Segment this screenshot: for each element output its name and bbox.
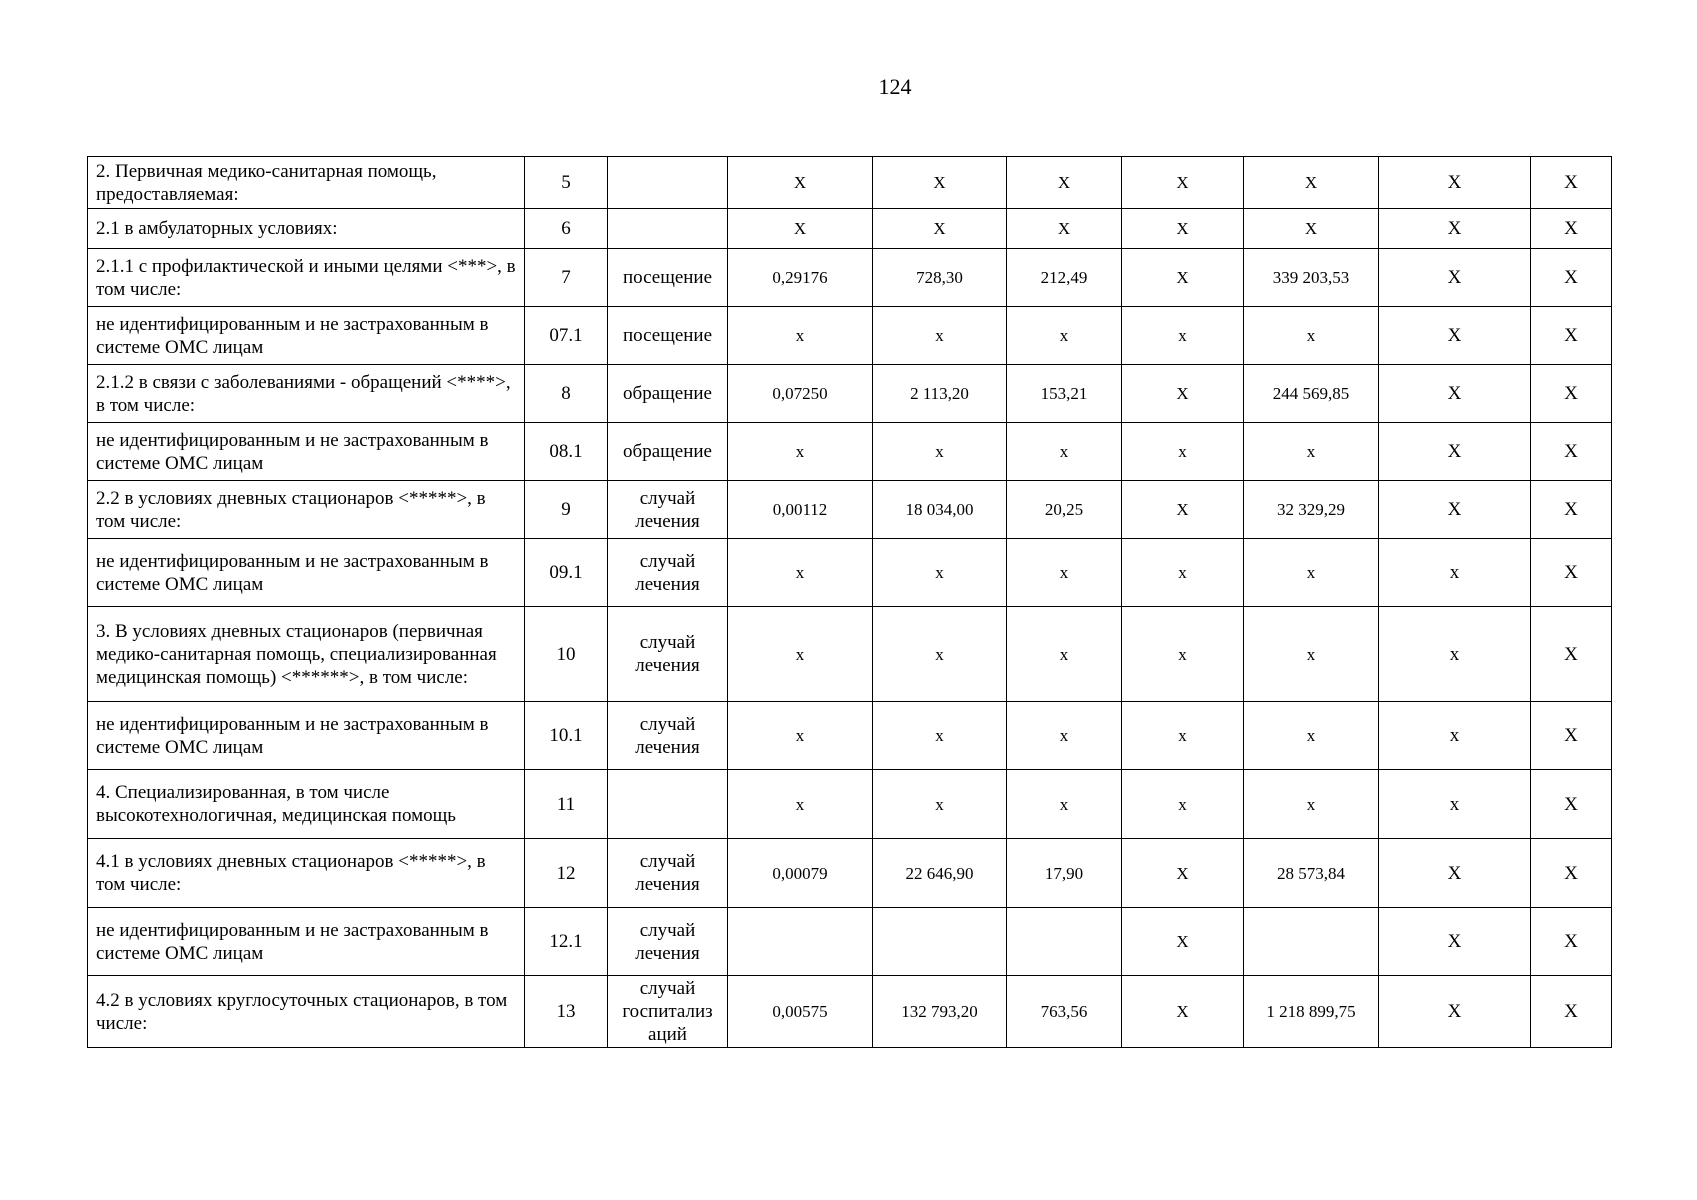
- value-cell: x: [1244, 539, 1379, 607]
- row-unit-cell: обращение: [608, 423, 728, 481]
- value-cell: x: [1007, 770, 1122, 839]
- extra-cell: X: [1379, 249, 1531, 307]
- value-cell: 0,00112: [728, 481, 873, 539]
- extra-cell: X: [1531, 157, 1612, 209]
- extra-cell: x: [1379, 607, 1531, 702]
- value-cell: x: [1244, 423, 1379, 481]
- value-cell: X: [1122, 839, 1244, 908]
- extra-cell: X: [1531, 976, 1612, 1048]
- extra-cell: x: [1379, 770, 1531, 839]
- row-name-cell: 2.1.1 с профилактической и иными целями <***>, в том числе:: [88, 249, 525, 307]
- extra-cell: X: [1379, 839, 1531, 908]
- extra-cell: X: [1379, 157, 1531, 209]
- row-name-cell: 2.2 в условиях дневных стационаров <*****>, в том числе:: [88, 481, 525, 539]
- value-cell: x: [873, 307, 1007, 365]
- value-cell: x: [728, 770, 873, 839]
- value-cell: X: [728, 157, 873, 209]
- row-unit-cell: [608, 157, 728, 209]
- value-cell: X: [1122, 249, 1244, 307]
- value-cell: 17,90: [1007, 839, 1122, 908]
- table-row: [88, 908, 1612, 976]
- value-cell: X: [1122, 209, 1244, 249]
- row-name-cell: 2.1.2 в связи с заболеваниями - обращений <****>, в том числе:: [88, 365, 525, 423]
- extra-cell: X: [1531, 839, 1612, 908]
- row-unit-cell: случай лечения: [608, 839, 728, 908]
- row-number-cell: 8: [525, 365, 608, 423]
- extra-cell: X: [1379, 209, 1531, 249]
- row-number-cell: 9: [525, 481, 608, 539]
- value-cell: 0,00575: [728, 976, 873, 1048]
- table-row: [88, 539, 1612, 607]
- row-name-cell: 3. В условиях дневных стационаров (первичная медико-санитарная помощь, специализированная медицинская помощь) <******>, в том числе:: [88, 607, 525, 702]
- value-cell: x: [728, 702, 873, 770]
- row-name-cell: 4.1 в условиях дневных стационаров <*****>, в том числе:: [88, 839, 525, 908]
- row-unit-cell: посещение: [608, 307, 728, 365]
- row-name-cell: не идентифицированным и не застрахованным в системе ОМС лицам: [88, 702, 525, 770]
- value-cell: 132 793,20: [873, 976, 1007, 1048]
- value-cell: x: [873, 702, 1007, 770]
- row-unit-cell: случай лечения: [608, 607, 728, 702]
- value-cell: X: [1122, 157, 1244, 209]
- value-cell: X: [873, 157, 1007, 209]
- table-row: [88, 307, 1612, 365]
- value-cell: x: [728, 307, 873, 365]
- row-number-cell: 11: [525, 770, 608, 839]
- extra-cell: X: [1379, 423, 1531, 481]
- value-cell: 212,49: [1007, 249, 1122, 307]
- row-number-cell: 07.1: [525, 307, 608, 365]
- value-cell: 20,25: [1007, 481, 1122, 539]
- value-cell: x: [728, 607, 873, 702]
- value-cell: x: [1244, 307, 1379, 365]
- row-number-cell: 09.1: [525, 539, 608, 607]
- value-cell: 728,30: [873, 249, 1007, 307]
- row-unit-cell: [608, 770, 728, 839]
- value-cell: x: [1244, 607, 1379, 702]
- extra-cell: X: [1379, 365, 1531, 423]
- extra-cell: X: [1379, 976, 1531, 1048]
- value-cell: 32 329,29: [1244, 481, 1379, 539]
- value-cell: 763,56: [1007, 976, 1122, 1048]
- value-cell: 28 573,84: [1244, 839, 1379, 908]
- extra-cell: X: [1379, 481, 1531, 539]
- value-cell: X: [1122, 908, 1244, 976]
- row-number-cell: 13: [525, 976, 608, 1048]
- table-body: [88, 157, 1612, 1048]
- extra-cell: X: [1531, 365, 1612, 423]
- value-cell: x: [1007, 702, 1122, 770]
- value-cell: [1007, 908, 1122, 976]
- value-cell: x: [1007, 307, 1122, 365]
- value-cell: 2 113,20: [873, 365, 1007, 423]
- value-cell: X: [728, 209, 873, 249]
- table-row: [88, 365, 1612, 423]
- extra-cell: X: [1379, 908, 1531, 976]
- value-cell: X: [873, 209, 1007, 249]
- row-unit-cell: [608, 209, 728, 249]
- row-unit-cell: случай лечения: [608, 481, 728, 539]
- table-row: [88, 249, 1612, 307]
- row-unit-cell: случай лечения: [608, 539, 728, 607]
- extra-cell: X: [1379, 307, 1531, 365]
- value-cell: X: [1007, 157, 1122, 209]
- value-cell: 0,07250: [728, 365, 873, 423]
- value-cell: x: [1007, 423, 1122, 481]
- value-cell: x: [1007, 539, 1122, 607]
- extra-cell: X: [1531, 770, 1612, 839]
- row-name-cell: не идентифицированным и не застрахованным в системе ОМС лицам: [88, 307, 525, 365]
- row-unit-cell: посещение: [608, 249, 728, 307]
- extra-cell: X: [1531, 702, 1612, 770]
- value-cell: 0,29176: [728, 249, 873, 307]
- value-cell: x: [1122, 607, 1244, 702]
- table-row: [88, 976, 1612, 1048]
- value-cell: 1 218 899,75: [1244, 976, 1379, 1048]
- row-number-cell: 08.1: [525, 423, 608, 481]
- table-row: [88, 702, 1612, 770]
- value-cell: X: [1244, 157, 1379, 209]
- value-cell: x: [1007, 607, 1122, 702]
- row-unit-cell: случай лечения: [608, 908, 728, 976]
- value-cell: x: [1244, 770, 1379, 839]
- value-cell: 153,21: [1007, 365, 1122, 423]
- value-cell: x: [728, 423, 873, 481]
- value-cell: 22 646,90: [873, 839, 1007, 908]
- value-cell: X: [1244, 209, 1379, 249]
- table-row: [88, 209, 1612, 249]
- row-name-cell: не идентифицированным и не застрахованным в системе ОМС лицам: [88, 423, 525, 481]
- medical-care-table: [87, 156, 1612, 1048]
- extra-cell: X: [1531, 481, 1612, 539]
- value-cell: [873, 908, 1007, 976]
- value-cell: x: [873, 539, 1007, 607]
- value-cell: [1244, 908, 1379, 976]
- value-cell: [728, 908, 873, 976]
- value-cell: x: [1122, 702, 1244, 770]
- page-number: 124: [878, 74, 912, 99]
- extra-cell: X: [1531, 249, 1612, 307]
- row-name-cell: 2.1 в амбулаторных условиях:: [88, 209, 525, 249]
- row-name-cell: не идентифицированным и не застрахованным в системе ОМС лицам: [88, 908, 525, 976]
- value-cell: x: [873, 770, 1007, 839]
- row-number-cell: 6: [525, 209, 608, 249]
- value-cell: X: [1007, 209, 1122, 249]
- value-cell: X: [1122, 365, 1244, 423]
- extra-cell: x: [1379, 539, 1531, 607]
- row-unit-cell: случай госпитализ аций: [608, 976, 728, 1048]
- value-cell: x: [873, 423, 1007, 481]
- table-row: [88, 839, 1612, 908]
- row-number-cell: 12: [525, 839, 608, 908]
- value-cell: x: [1244, 702, 1379, 770]
- row-number-cell: 10: [525, 607, 608, 702]
- row-unit-cell: обращение: [608, 365, 728, 423]
- value-cell: x: [873, 607, 1007, 702]
- row-number-cell: 12.1: [525, 908, 608, 976]
- value-cell: x: [1122, 770, 1244, 839]
- value-cell: 0,00079: [728, 839, 873, 908]
- table-row: [88, 607, 1612, 702]
- row-number-cell: 7: [525, 249, 608, 307]
- extra-cell: X: [1531, 607, 1612, 702]
- row-number-cell: 10.1: [525, 702, 608, 770]
- row-unit-cell: случай лечения: [608, 702, 728, 770]
- row-name-cell: 2. Первичная медико-санитарная помощь, предоставляемая:: [88, 157, 525, 209]
- extra-cell: X: [1531, 307, 1612, 365]
- table-row: [88, 770, 1612, 839]
- value-cell: 18 034,00: [873, 481, 1007, 539]
- row-name-cell: не идентифицированным и не застрахованным в системе ОМС лицам: [88, 539, 525, 607]
- extra-cell: X: [1531, 209, 1612, 249]
- value-cell: x: [1122, 539, 1244, 607]
- extra-cell: X: [1531, 908, 1612, 976]
- value-cell: X: [1122, 976, 1244, 1048]
- table-row: [88, 157, 1612, 209]
- value-cell: x: [1122, 423, 1244, 481]
- value-cell: 339 203,53: [1244, 249, 1379, 307]
- value-cell: X: [1122, 481, 1244, 539]
- row-number-cell: 5: [525, 157, 608, 209]
- table-row: [88, 423, 1612, 481]
- row-name-cell: 4.2 в условиях круглосуточных стационаров, в том числе:: [88, 976, 525, 1048]
- value-cell: 244 569,85: [1244, 365, 1379, 423]
- value-cell: x: [1122, 307, 1244, 365]
- extra-cell: X: [1531, 423, 1612, 481]
- extra-cell: X: [1531, 539, 1612, 607]
- table-row: [88, 481, 1612, 539]
- extra-cell: x: [1379, 702, 1531, 770]
- row-name-cell: 4. Специализированная, в том числе высокотехнологичная, медицинская помощь: [88, 770, 525, 839]
- value-cell: x: [728, 539, 873, 607]
